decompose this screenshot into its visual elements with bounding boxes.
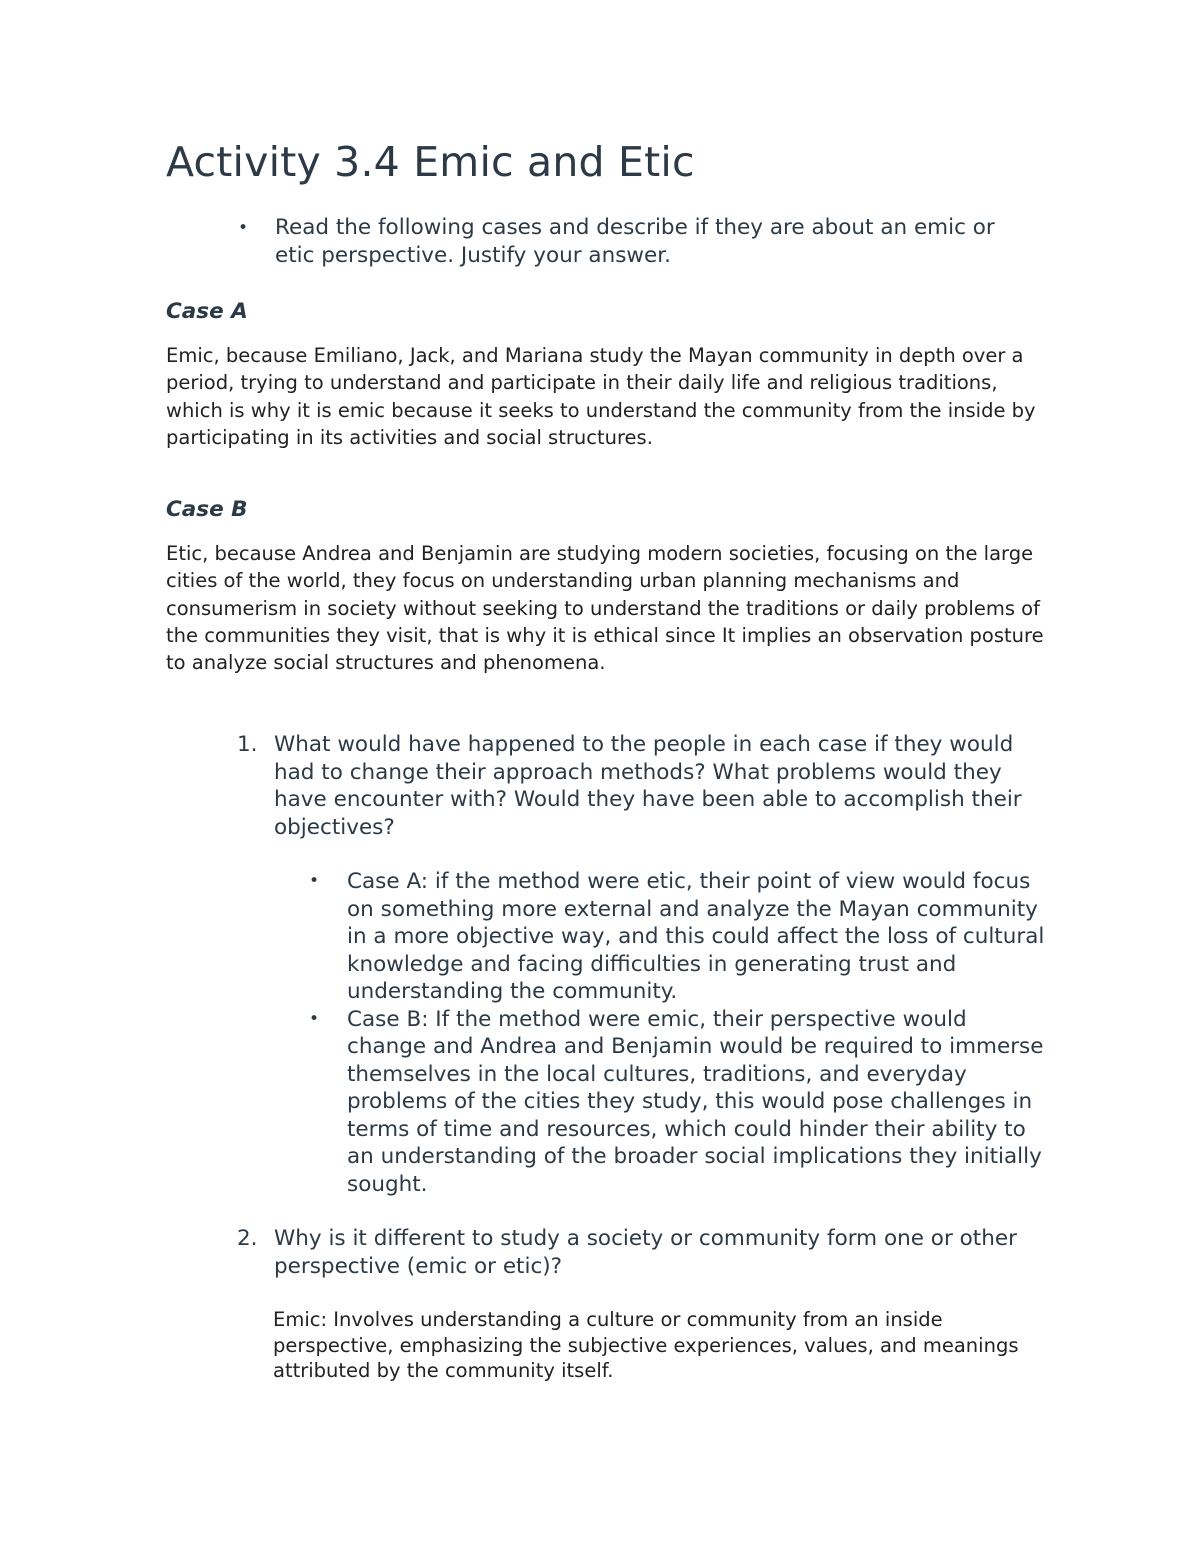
answer-case-b-text: Case B: If the method were emic, their perspective would change and Andrea and Benjamin would be required to immerse themselves in the local cultures, traditions, and everyday problems of the cities they study, this would pose challenges in terms of time and resources, which could hinder their ability to an understanding of the broader social implications they initially sought. [347,1006,1044,1197]
question-1-row [237,731,1037,841]
answer-case-a-text: Case A: if the method were etic, their point of view would focus on something more external and analyze the Mayan community in a more objective way, and this could affect the loss of cultural knowledge and facing difficulties in generating trust and understanding the community. [347,869,1045,1004]
question-2-number: 2. [237,1226,258,1251]
question-2-answer-text: Emic: Involves understanding a culture or community from an inside perspective, emphasizing the subjective experiences, values, and meanings attributed by the community itself. [273,1308,1019,1382]
case-b-answer-text: Etic, because Andrea and Benjamin are studying modern societies, focusing on the large cities of the world, they focus on understanding urban planning mechanisms and consumerism in society without seeking to understand the traditions or daily problems of the communities they visit, that is why it is ethical since It implies an observation posture to analyze social structures and phenomena. [166,542,1044,675]
bullet-icon: • [309,1008,320,1029]
question-1 [237,731,1037,841]
question-2-text: Why is it different to study a society or community form one or other perspective (emic or etic)? [274,1226,1017,1279]
case-a-heading: Case A [166,299,248,324]
case-a-answer-text: Emic, because Emiliano, Jack, and Mariana study the Mayan community in depth over a period, trying to understand and participate in their daily life and religious traditions, which is why it is emic because it seeks to understand the community from the inside by participating in its activities and social structures. [166,344,1036,449]
case-a-answer [166,342,1046,451]
question-2-answer [273,1307,1033,1384]
question-1-number: 1. [237,732,258,757]
document-title: Activity 3.4 Emic and Etic [166,138,695,186]
answer-case-b [306,1006,1046,1199]
answer-case-a [306,868,1046,1006]
question-1-text: What would have happened to the people in each case if they would had to change their approach methods? What problems would they have encounter with? Would they have been able to accomplish their objectives? [274,732,1022,840]
instruction-text: Read the following cases and describe if they are about an emic or etic perspective. Justify your answer. [275,215,995,268]
instruction-item [237,214,1037,269]
question-2-row [237,1225,1037,1280]
question-1-answers [306,868,1046,1198]
case-b-answer [166,540,1046,676]
instruction-list [237,214,1037,269]
question-2 [237,1225,1037,1280]
bullet-icon: • [309,871,320,891]
bullet-icon: • [238,218,249,238]
case-b-heading: Case B [166,497,248,522]
